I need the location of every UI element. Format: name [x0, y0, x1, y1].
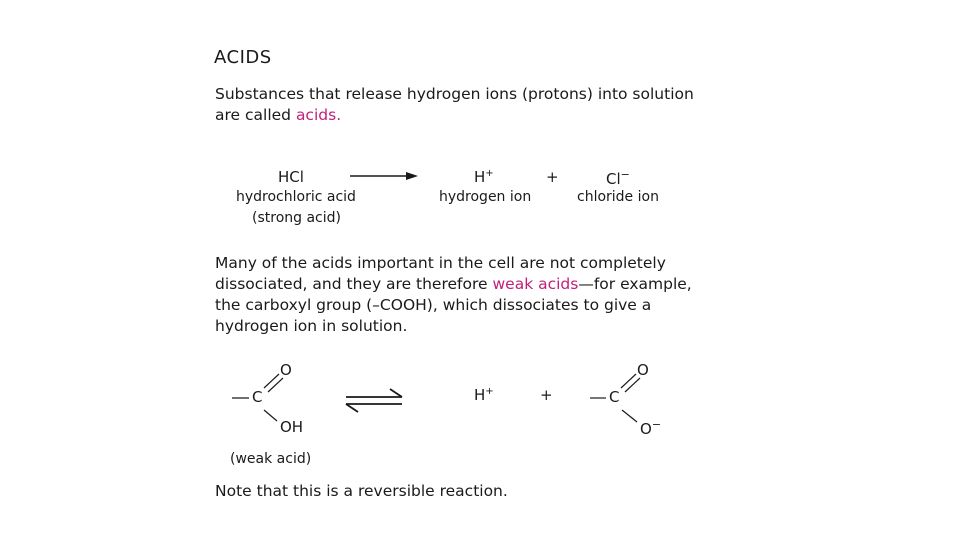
acids-term: acids	[295, 106, 337, 124]
h-symbol: H	[474, 168, 486, 186]
intro-line-2-text: are called	[215, 106, 296, 124]
weak-acids-term: weak acids	[492, 275, 579, 293]
forward-arrow-icon	[350, 172, 418, 180]
carboxylate-bonds	[590, 374, 640, 422]
h-charge-2: +	[485, 386, 494, 397]
weak-line-4: hydrogen ion in solution.	[215, 317, 408, 335]
double-bond-d	[625, 378, 640, 392]
hydrogen-ion-name: hydrogen ion	[439, 189, 532, 205]
weak-line-1: Many of the acids important in the cell are not completely	[215, 254, 666, 272]
carboxyl-carbon: C	[252, 388, 263, 406]
weak-line-2-tail: —for example,	[578, 275, 692, 293]
reversible-note: Note that this is a reversible reaction.	[215, 482, 508, 500]
hcl-name: hydrochloric acid	[236, 189, 356, 205]
double-bond-a	[264, 374, 279, 388]
intro-line-2-period: .	[336, 106, 342, 124]
single-bond-oh	[264, 410, 277, 421]
carboxyl-oh: OH	[280, 418, 304, 436]
carboxyl-double-o: O	[280, 361, 292, 379]
page-title: ACIDS	[214, 47, 272, 68]
weak-line-2-text: dissociated, and they are therefore	[215, 275, 493, 293]
carboxyl-bonds	[232, 374, 283, 421]
weak-line-3: the carboxyl group (–COOH), which dissociates to give a	[215, 296, 652, 314]
h-charge: +	[485, 168, 494, 179]
double-bond-b	[268, 378, 283, 392]
double-bond-c	[621, 374, 636, 388]
intro-line-1: Substances that release hydrogen ions (protons) into solution	[215, 85, 694, 103]
hcl-note: (strong acid)	[252, 210, 341, 226]
hcl-formula: HCl	[278, 168, 304, 186]
o-charge: −	[651, 418, 662, 431]
cl-symbol: Cl	[606, 170, 621, 188]
plus-sign: +	[546, 168, 559, 186]
carboxylate-carbon: C	[609, 388, 620, 406]
single-bond-o	[622, 410, 637, 422]
o-symbol: O	[640, 420, 652, 438]
plus-sign-2: +	[540, 386, 553, 404]
carboxylate-double-o: O	[637, 361, 649, 379]
equilibrium-arrow-icon	[346, 389, 402, 412]
chloride-ion-name: chloride ion	[577, 189, 659, 205]
cl-charge: −	[620, 168, 630, 181]
weak-acid-note: (weak acid)	[230, 451, 312, 467]
h-symbol-2: H	[474, 386, 486, 404]
